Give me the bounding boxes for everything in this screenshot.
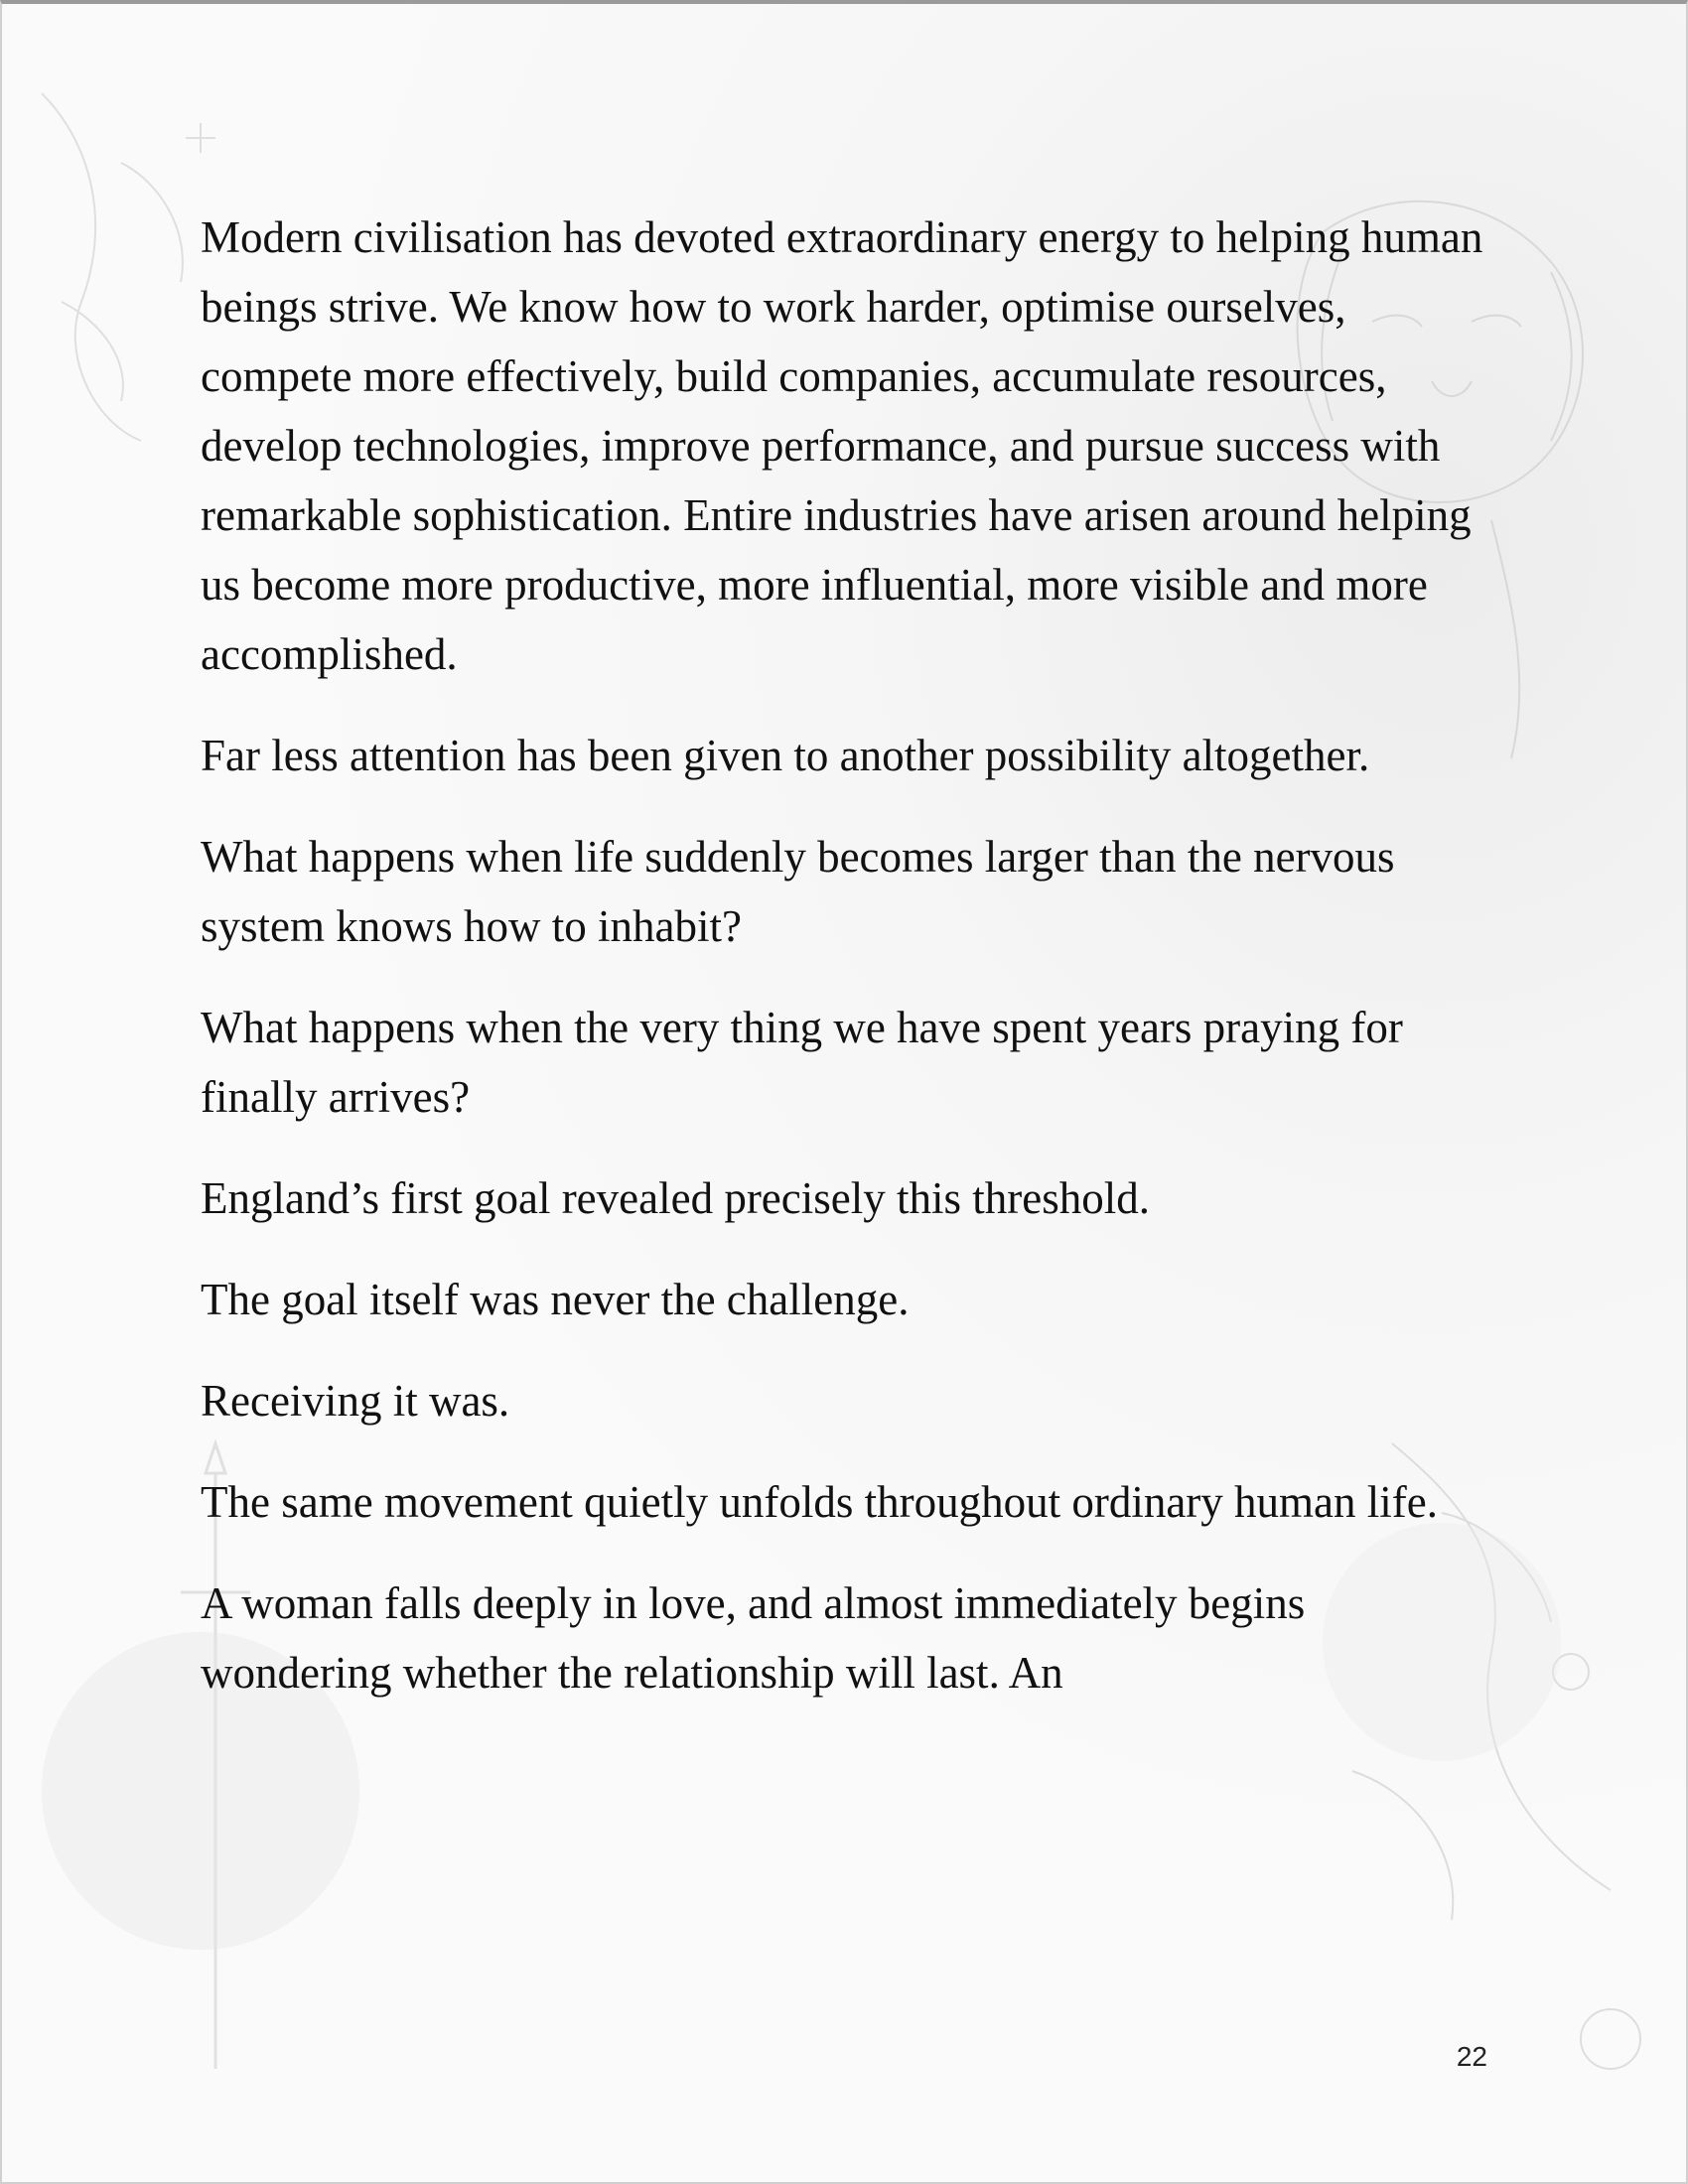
body-text bbox=[201, 203, 1491, 1739]
floral-swirl-top-left bbox=[42, 93, 215, 441]
paragraph-8: The same movement quietly unfolds throughout ordinary human life. bbox=[201, 1477, 1438, 1527]
page-number: 22 bbox=[1456, 2041, 1487, 2072]
paragraph-1: Modern civilisation has devoted extraordinary energy to helping human beings strive. We know how to work harder, optimise ourselves, compete more effectively, build companies, accumulate resources, develop technologies, improve performance, and pursue success with remarkable sophistication. Entire industries have arisen around helping us become more productive, more influential, more visible and more accomplished. bbox=[201, 212, 1483, 679]
paragraph-7: Receiving it was. bbox=[201, 1376, 510, 1426]
paragraph-6: The goal itself was never the challenge. bbox=[201, 1275, 910, 1324]
paragraph-5: England’s first goal revealed precisely this threshold. bbox=[201, 1173, 1150, 1223]
paragraph-9: A woman falls deeply in love, and almost immediately begins wondering whether the relationship will last. An bbox=[201, 1578, 1306, 1698]
paragraph-4: What happens when the very thing we have spent years praying for finally arrives? bbox=[201, 1003, 1403, 1122]
paragraph-2: Far less attention has been given to another possibility altogether. bbox=[201, 731, 1370, 780]
paragraph-3: What happens when life suddenly becomes larger than the nervous system knows how to inhabit? bbox=[201, 832, 1395, 951]
